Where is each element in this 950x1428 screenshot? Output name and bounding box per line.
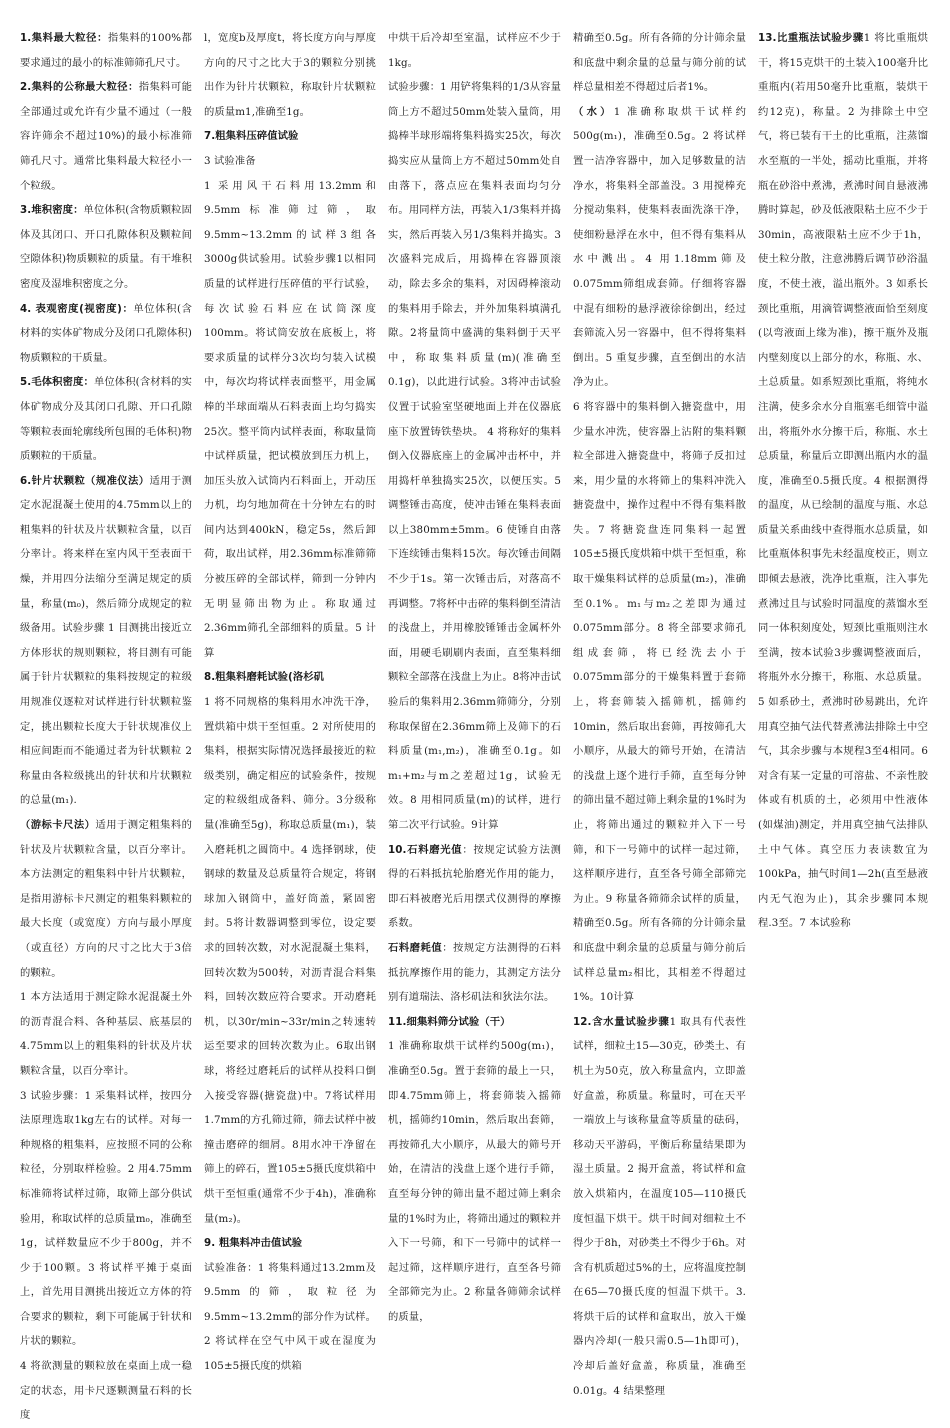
paragraph <box>204 26 376 124</box>
section-heading: 石料磨耗值 <box>388 941 443 954</box>
paragraph <box>204 149 376 174</box>
paragraph <box>573 395 746 1010</box>
section-heading: 10.石料磨光值 <box>388 843 463 856</box>
body-text: 精确至0.5g。所有各筛的分计筛余量和底盘中剩余量的总量与筛分前的试样总量相差不得超过后者1%。 <box>573 32 746 94</box>
body-text: 1 本方法适用于测定除水泥混凝土外的沥青混合料、各种基层、底基层的4.75mm以上的粗集料的针状及片状颗粒含量，以百分率计。 <box>20 991 192 1077</box>
paragraph <box>20 985 192 1083</box>
body-text: ：按规定方法测得的石料抵抗摩擦作用的能力，其测定方法分别有道瑞法、洛杉矶法和狄法尔法。 <box>388 941 561 1004</box>
section-heading: 12.含水量试验步骤 <box>573 1015 670 1028</box>
section-heading: 13.比重瓶法试验步骤 <box>758 32 864 44</box>
body-text: 单位体积(含材料的实体矿物成分及其闭口孔隙、开口孔隙等颗粒表面轮廓线所包围的毛体积)物质颗粒的干质量。 <box>20 376 192 463</box>
body-text: 6 将容器中的集料倒入搪瓷盘中，用少量水冲洗，使容器上沾附的集料颗粒全部进入搪瓷盘中，将筛子反扣过来，用少量的水将筛上的集料冲洗入搪瓷盘中，操作过程中不得有集料散失。7 将搪瓷盘连同集料一起置105±5摄氏度烘箱中烘干至恒重，称取干燥集料试样的总质量(m₂)，准确至0.1%。m₁与m₂之差即为通过0.075mm部分。8 将全部要求筛孔组成套筛，将已经洗去小于0.075mm部分的干燥集料置于套筛上，将套筛装入摇筛机，摇筛约10min，然后取出套筛，再按筛孔大小顺序，从最大的筛号开始，在清洁的浅盘上逐个进行手筛，直至每分钟的筛出量不超过筛上剩余量的1%时为止，将筛出通过的颗粒并入下一号筛，和下一号筛中的试样一起过筛，这样顺序进行，直至各号筛全部筛完为止。9 称量各筛筛余试样的质量，精确至0.5g。所有各筛的分计筛余量和底盘中剩余量的总质量与筛分前后试样总量m₂相比，其相差不得超过1%。10计算 <box>573 400 746 1004</box>
paragraph <box>573 100 746 395</box>
text-column-5 <box>754 26 936 1428</box>
paragraph <box>388 26 561 75</box>
paragraph <box>20 469 192 813</box>
text-column-1 <box>16 26 200 1428</box>
paragraph <box>388 1034 561 1329</box>
body-text: l，宽度b及厚度t，将长度方向与厚度方向的尺寸之比大于3的颗粒分别挑出作为针片状颗粒，称取针片状颗粒的质量m1,准确至1g。 <box>204 32 376 118</box>
paragraph <box>20 1084 192 1355</box>
section-heading: 6.针片状颗粒（规准仪法） <box>20 474 150 487</box>
paragraph <box>204 665 376 690</box>
body-text: 1 将比重瓶烘干，将15克烘干的土装入100毫升比重瓶内(若用50毫升比重瓶，装烘干约12克)，称量。2 为排除土中空气，将已装有干土的比重瓶，注蒸馏水至瓶的一半处，摇动比重瓶，并将瓶在砂浴中煮沸，煮沸时间自悬液沸腾时算起，砂及低液限粘土应不少于30min，高液限粘土应不少于1h，使土粒分散，注意沸腾后调节砂浴温度，不使土液，溢出瓶外。3 如系长颈比重瓶，用滴管调整液面恰至刻度(以弯液面上缘为准)，擦干瓶外及瓶内壁刻度以上部分的水，称瓶、水、土总质量。如系短颈比重瓶，将纯水注满，使多余水分自瓶塞毛细管中溢出，将瓶外水分擦干后，称瓶、水土总质量，称量后立即测出瓶内水的温度，准确至0.5摄氏度。4 根据测得的温度，从已绘制的温度与瓶、水总质量关系曲线中查得瓶水总质量，如比重瓶体积事先未经温度校正，则立即倾去悬液，洗净比重瓶，注入事先煮沸过且与试验时同温度的蒸馏水至同一体积刻度处，短颈比重瓶则注水至满，按本试验3步骤调整液面后，将瓶外水分擦干，称瓶、水总质量。5 如系砂土，煮沸时砂易跳出，允许用真空抽气法代替煮沸法排除土中空气，其余步骤与本规程3至4相同。6 对含有某一定量的可溶盐、不亲性胶体或有机质的土，必须用中性液体(如煤油)测定，并用真空抽气法排队土中气体。真空压力表读数宜为100kPa，抽气时间1—2h(直至悬液内无气泡为止)，其余步骤同本规程.3至。7 本试验称 <box>758 32 928 930</box>
body-text: 单位体积(含材料的实体矿物成分及闭口孔隙体积)物质颗粒的干质量。 <box>20 302 193 364</box>
body-text: 1 准确称取烘干试样约500g(m₁)，准确至0.5g。置于套筛的最上一只，即4.75mm筛上，将套筛装入摇筛机，摇筛约10min，然后取出套筛，再按筛孔大小顺序，从最大的筛号开始，在清洁的浅盘上逐个进行手筛，直至每分钟的筛出量不超过筛上剩余量的1%时为止，将筛出通过的颗粒并入下一号筛，和下一号筛中的试样一起过筛，这样顺序进行，直至各号筛全部筛完为止。2 称量各筛筛余试样的质量， <box>388 1040 561 1323</box>
paragraph <box>204 1256 376 1379</box>
section-heading: 3.堆积密度： <box>20 204 84 217</box>
section-heading: 5.毛体积密度： <box>20 376 94 389</box>
paragraph <box>388 1010 561 1035</box>
section-heading: 11.细集料筛分试验（干） <box>388 1015 511 1028</box>
paragraph <box>204 1231 376 1256</box>
text-column-3 <box>384 26 569 1428</box>
section-heading: （水） <box>573 105 614 118</box>
section-heading: （游标卡尺法） <box>20 819 96 831</box>
text-column-2 <box>200 26 384 1428</box>
paragraph <box>388 838 561 936</box>
paragraph <box>388 75 561 837</box>
paragraph <box>20 813 192 985</box>
paragraph <box>573 26 746 100</box>
body-text: 3 试验准备 <box>204 154 256 167</box>
body-text: 1 准确称取烘干试样约500g(m₁)，准确至0.5g。2 将试样置一洁净容器中，加入足够数量的洁净水，将集料全部盖没。3 用搅棒充分搅动集料，使集料表面洗涤干净，使细粉悬浮在水中，但不得有集料从水中溅出。4 用1.18mm筛及0.075mm筛组成套筛。仔细将容器中混有细粉的悬浮液徐徐倒出，经过套筛流入另一容器中，但不得将集料倒出。5 重复步骤，直至倒出的水洁净为止。 <box>573 105 746 389</box>
body-text: 试验准备：1 将集料通过13.2mm及9.5mm的筛，取粒径为9.5mm~13.2mm的部分作为试样。2 将试样在空气中风干或在湿度为105±5摄氏度的烘箱 <box>204 1261 376 1373</box>
section-heading: 4. 表观密度(视密度)： <box>20 302 134 315</box>
body-text: 1 取具有代表性试样，细粒土15—30克，砂类土、有机土为50克，放入称量盒内，立即盖好盒盖，称质量。称量时，可在天平一端放上与该称量盒等质量的砝码，移动天平游码，平衡后称量结果即为湿土质量。2 揭开盒盖，将试样和盒放入烘箱内，在温度105—110摄氏度恒温下烘干。烘干时间对细粒土不得少于8h，对砂类土不得少于6h。对含有机质超过5%的土，应将温度控制在65—70摄氏度的恒温下烘干。3. 将烘干后的试样和盒取出，放入干燥器内冷却(一般只需0.5—1h即可)，冷却后盖好盒盖，称质量，准确至0.01g。4 结果整理 <box>573 1015 747 1397</box>
paragraph <box>388 936 561 1010</box>
paragraph <box>20 198 192 296</box>
body-text: 4 将欲测量的颗粒放在桌面上成一稳定的状态，用卡尺逐颗测量石料的长度 <box>20 1360 192 1422</box>
paragraph <box>20 370 192 468</box>
body-text: 1 将不同规格的集料用水冲洗干净，置烘箱中烘干至恒重。2 对所使用的集料，根据实际情况选择最接近的粒级类别，确定相应的试验条件，按规定的粒级组成备料、筛分。3分级称量(准确至5g)，称取总质量(m₁)，装入磨耗机之圆筒中。4 选择钢球，使钢球的数量及总质量符合规定，将钢球加入钢筒中，盖好筒盖，紧固密封。5将计数器调整到零位，设定要求的回转次数，对水泥混凝土集料，回转次数为500转，对沥青混合料集料，回转次数应符合要求。开动磨耗机，以30r/min~33r/min之转速转运至要求的回转次数为止。6取出钢球，将经过磨耗后的试样从投料口倒入接受容器(搪瓷盘)中。7将试样用1.7mm的方孔筛过筛，筛去试样中被撞击磨碎的细屑。8用水冲干净留在筛上的碎石，置105±5摄氏度烘箱中烘干至恒重(通常不少于4h)，准确称量(m₂)。 <box>204 696 376 1225</box>
paragraph <box>20 75 192 198</box>
paragraph <box>20 1354 192 1428</box>
body-text: 适用于测定水泥混凝土使用的4.75mm以上的粗集料的针状及片状颗粒含量，以百分率计。将来样在室内风干至表面干燥，并用四分法缩分至满足规定的质量，称量(m₀)，然后筛分成规定的粒级备用。试验步骤 1 目测挑出接近立方体形状的规则颗粒，将目测有可能属于针片状颗粒的集料按规定的粒级用规准仪逐粒对试样进行针状颗粒鉴定，挑出颗粒长度大于针状规准仪上相应间距而不能通过者为针状颗粒 2 称量由各粒级挑出的针状和片状颗粒的总量(m₁). <box>20 474 192 807</box>
body-text: 中烘干后冷却至室温，试样应不少于1kg。 <box>388 32 561 69</box>
paragraph <box>204 124 376 149</box>
section-heading: 9. 粗集料冲击值试验 <box>204 1237 303 1250</box>
body-text: 指集料可能全部通过或允许有少量不通过（一般容许筛余不超过10%)的最小标准筛筛孔尺寸。通常比集料最大粒径小一个粒级。 <box>20 81 193 192</box>
document-page <box>16 26 936 1422</box>
paragraph <box>204 690 376 1231</box>
paragraph <box>573 1010 746 1404</box>
section-heading: 2.集料的公称最大粒径： <box>20 81 139 94</box>
section-heading: 8.粗集料磨耗试验(洛杉矶 <box>204 671 325 684</box>
paragraph <box>758 26 928 936</box>
text-column-4 <box>569 26 754 1428</box>
paragraph <box>20 26 192 75</box>
body-text: ：按规定试验方法测得的石料抵抗轮胎磨光作用的能力，即石料被磨光后用摆式仪测得的摩擦系数。 <box>388 843 561 930</box>
section-heading: 1.集料最大粒径： <box>20 32 108 44</box>
section-heading: 7.粗集料压碎值试验 <box>204 130 299 143</box>
body-text: 1 采用风干石料用13.2mm和9.5mm标准筛过筛，取9.5mm~13.2mm的试样3组各3000g供试验用。试验步骤1以相同质量的试样进行压碎值的平行试验，每次试验石料应在试筒深度100mm。将试筒安放在底板上，将要求质量的试样分3次均匀装入试模中，每次均将试样表面整平，用金属棒的半球面端从石料表面上均匀捣实25次。整平筒内试样表面，称取量筒中试样质量，把试模放到压力机上，加压头放入试筒内石料面上，开动压力机，均匀地加荷在十分钟左右的时间内达到400kN，稳定5s，然后卸荷，取出试样，用2.36mm标准筛筛分被压碎的全部试样，筛到一分钟内无明显筛出物为止。称取通过2.36mm筛孔全部细料的质量。5 计算 <box>204 179 376 659</box>
paragraph <box>204 174 376 666</box>
body-text: 单位体积(含物质颗粒固体及其闭口、开口孔隙体积及颗粒间空隙体积)物质颗粒的质量。有干堆积密度及湿堆积密度之分。 <box>20 204 193 290</box>
paragraph <box>20 297 192 371</box>
body-text: 适用于测定粗集料的针状及片状颗粒含量，以百分率计。本方法测定的粗集料中针片状颗粒，是指用游标卡尺测定的粗集料颗粒的最大长度（或宽度）方向与最小厚度（或直径）方向的尺寸之比大于3倍的颗粒。 <box>20 819 193 979</box>
body-text: 指集料的100%都要求通过的最小的标准筛筛孔尺寸。 <box>20 32 192 69</box>
body-text: 试验步骤：1 用铲将集料的1/3从容量筒上方不超过50mm处装入量筒，用捣棒半球形端将集料捣实25次，每次捣实应从量筒上方不超过50mm处自由落下，落点应在集料表面均匀分布。用同样方法，再装入1/3集料并捣实，然后再装入另1/3集料并捣实。3次盛料完成后，用捣棒在容器顶滚动，除去多余的集料，对因碍棒滚动的集料用手除去，并外加集料填满孔隙。2将量筒中盛满的集料倒于天平中，称取集料质量(m)(准确至0.1g)，以此进行试验。3将冲击试验仪置于试验室坚硬地面上并在仪器底座下放置铸铁垫块。 4 将称好的集料倒入仪器底座上的金属冲击杯中，并用捣杆单独捣实25次，以便压实。5 调整锤击高度，使冲击锤在集料表面以上380mm±5mm。6 使锤自由落下连续锤击集料15次。每次锤击间隔不少于1s。第一次锤击后，对落高不再调整。7将杯中击碎的集料倒至清洁的浅盘上，并用橡胶锤锤击金属杯外面，用硬毛刷刷内表面，直至集料细颗粒全部落在浅盘上为止。8将冲击试验后的集料用2.36mm筛筛分，分别称取保留在2.36mm筛上及筛下的石料质量(m₁,m₂)，准确至0.1g。如m₁+m₂与m之差超过1g，试验无效。8 用相同质量(m)的试样，进行第二次平行试验。9计算 <box>388 81 562 831</box>
body-text: 3 试验步骤：1 采集料试样，按四分法原理选取1kg左右的试样。对每一种规格的粗集料，应按照不同的公称粒径，分别取样检验。2 用4.75mm标准筛将试样过筛，取筛上部分供试验用，称取试样的总质量m₀，准确至1g，试样数量应不少于800g，并不少于100颗。3 将试样平摊于桌面上，首先用目测挑出接近立方体的符合要求的颗粒，剩下可能属于针状和片状的颗粒。 <box>20 1089 192 1348</box>
